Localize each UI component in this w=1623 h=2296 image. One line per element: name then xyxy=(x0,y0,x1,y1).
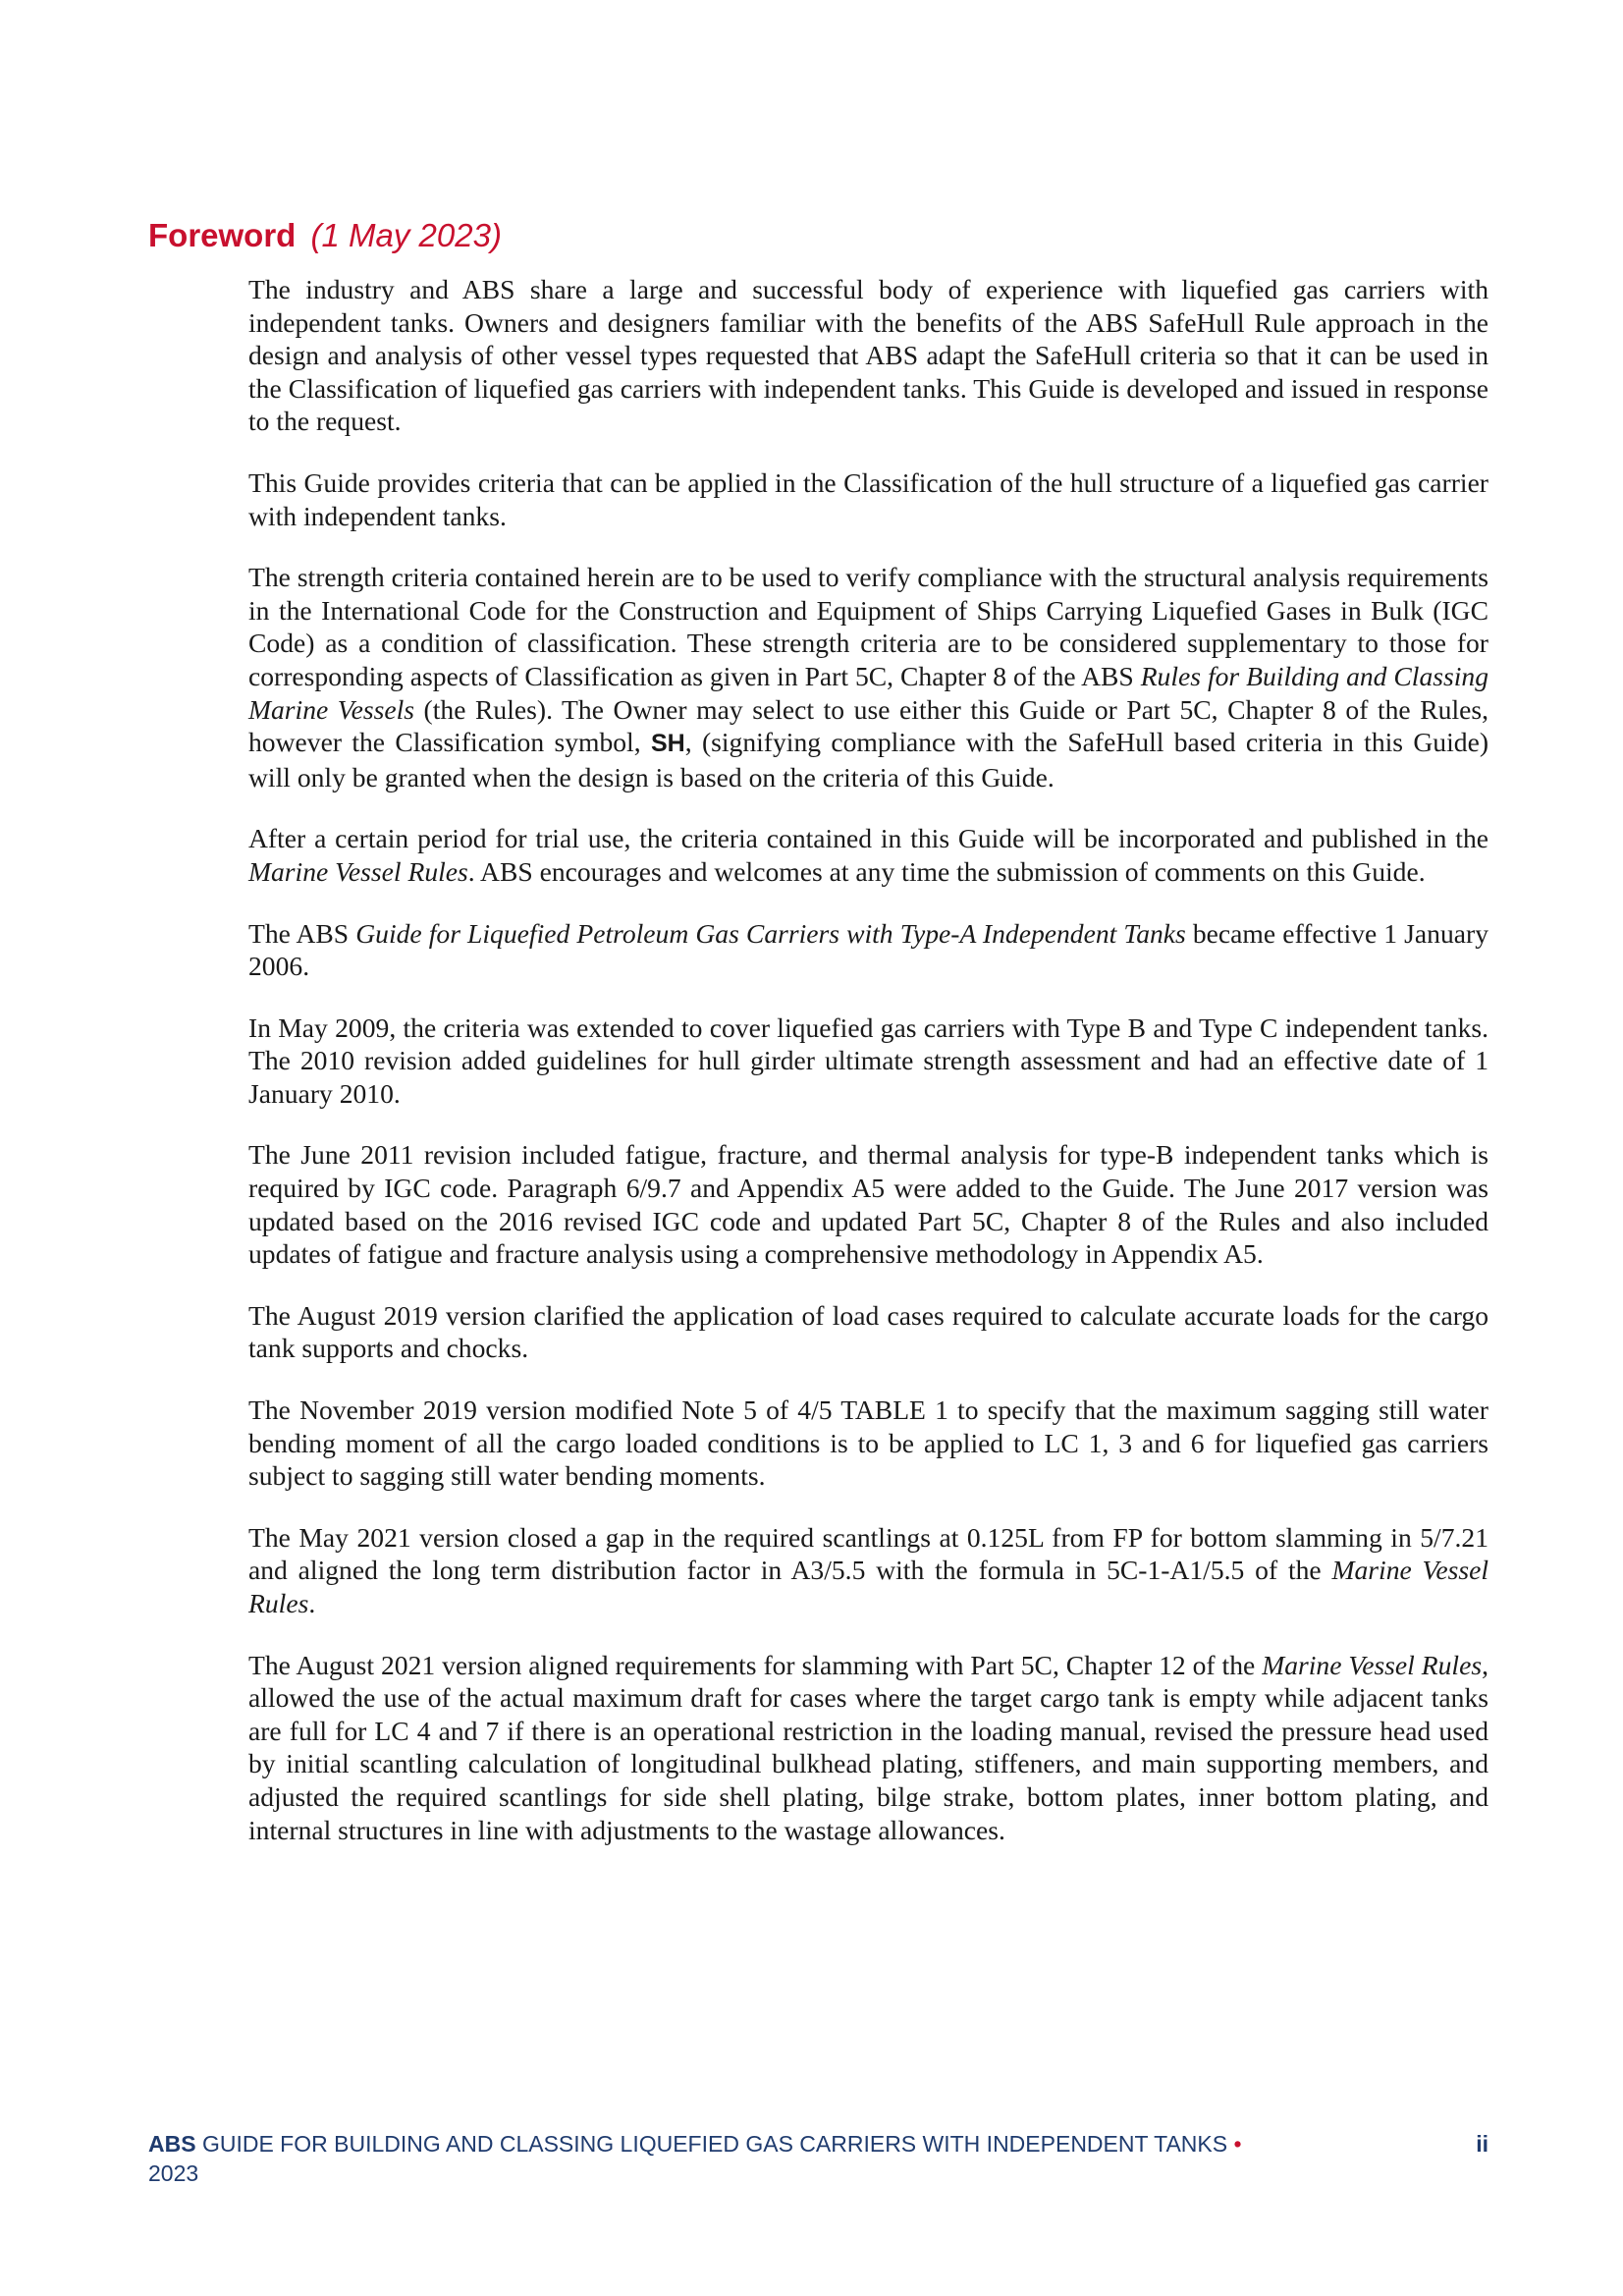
paragraph-3-text-d: , (signifying compliance with the SafeHull based criteria in this Guide) will only be granted when the design is based on the criteria of this Guide. xyxy=(248,727,1489,793)
paragraph-11 xyxy=(248,1649,1488,1847)
footer-bullet: • xyxy=(1233,2131,1242,2157)
paragraph-11-rules-title: Marine Vessel Rules xyxy=(1262,1649,1483,1680)
foreword-body xyxy=(248,273,1488,1875)
paragraph-6: In May 2009, the criteria was extended to cover liquefied gas carriers with Type B and Type C independent tanks. The 2010 revision added guidelines for hull girder ultimate strength assessment and had an effective date of 1 January 2010. xyxy=(248,1011,1488,1109)
classification-symbol: SH xyxy=(650,730,685,758)
paragraph-7: The June 2011 revision included fatigue, fracture, and thermal analysis for type-B independent tanks which is required by IGC code. Paragraph 6/9.7 and Appendix A5 were added to the Guide. The June 2017 version was updated based on the 2016 revised IGC code and updated Part 5C, Chapter 8 of the Rules and also included updates of fatigue and fracture analysis using a comprehensive methodology in Appendix A5. xyxy=(248,1139,1488,1270)
paragraph-5-text-a: The ABS xyxy=(248,917,356,949)
paragraph-10-text-c: . xyxy=(308,1588,316,1618)
heading-title: Foreword xyxy=(148,217,297,253)
paragraph-10-rules-title: Marine Vessel Rules xyxy=(248,1555,1488,1618)
page-number: ii xyxy=(1476,2131,1488,2157)
paragraph-5 xyxy=(248,917,1488,983)
paragraph-3-text-a: The strength criteria contained herein are to be used to verify compliance with the structural analysis requirements in the International Code for the Construction and Equipment of Ships Carrying Liquefied Gases in Bulk (IGC Code) as a condition of classification. These strength criteria are to be considered supplementary to those for corresponding aspects of Classification as given in Part 5C, Chapter 8 of the ABS xyxy=(248,562,1488,691)
paragraph-4 xyxy=(248,822,1488,888)
paragraph-4-text-a: After a certain period for trial use, the criteria contained in this Guide will be incorporated and published in the xyxy=(248,823,1488,854)
paragraph-8: The August 2019 version clarified the application of load cases required to calculate accurate loads for the cargo tank supports and chocks. xyxy=(248,1299,1488,1364)
paragraph-2: This Guide provides criteria that can be applied in the Classification of the hull structure of a liquefied gas carrier with independent tanks. xyxy=(248,466,1488,531)
paragraph-3 xyxy=(248,561,1488,793)
page-footer xyxy=(148,2129,1488,2188)
footer-year: 2023 xyxy=(148,2160,199,2186)
section-heading xyxy=(148,214,502,257)
paragraph-3-rules-title: Rules for Building and Classing Marine Vessels xyxy=(248,660,1488,725)
paragraph-3-text-c: (the Rules). The Owner may select to use either this Guide or Part 5C, Chapter 8 of the Rules, however the Classification symbol, xyxy=(248,693,1488,758)
paragraph-5-guide-title: Guide for Liquefied Petroleum Gas Carriers with Type-A Independent Tanks xyxy=(355,917,1186,949)
footer-org: ABS xyxy=(148,2131,196,2157)
heading-date: (1 May 2023) xyxy=(310,217,502,253)
paragraph-10-text-a: The May 2021 version closed a gap in the required scantlings at 0.125L from FP for bottom slamming in 5/7.21 and aligned the long term distribution factor in A3/5.5 with the formula in 5C-1-A1/5.5 of the xyxy=(248,1521,1488,1586)
paragraph-1: The industry and ABS share a large and successful body of experience with liquefied gas carriers with independent tanks. Owners and designers familiar with the benefits of the ABS SafeHull Rule approach in the design and analysis of other vessel types requested that ABS adapt the SafeHull criteria so that it can be used in the Classification of liquefied gas carriers with independent tanks. This Guide is developed and issued in response to the request. xyxy=(248,274,1488,437)
paragraph-4-rules-title: Marine Vessel Rules xyxy=(248,855,468,887)
paragraph-11-text-a: The August 2021 version aligned requirements for slamming with Part 5C, Chapter 12 of the xyxy=(248,1649,1263,1680)
paragraph-11-text-c: , allowed the use of the actual maximum draft for cases where the target cargo tank is empty while adjacent tanks are full for LC 4 and 7 if there is an operational restriction in the loading manual, revised the pressure head used by initial scantling calculation of longitudinal bulkhead plating, stiffeners, and main supporting members, and adjusted the required scantlings for side shell plating, bilge strake, bottom plates, inner bottom plating, and internal structures in line with adjustments to the wastage allowances. xyxy=(248,1649,1488,1845)
paragraph-5-text-c: became effective 1 January 2006. xyxy=(248,917,1488,982)
footer-title: GUIDE FOR BUILDING AND CLASSING LIQUEFIED GAS CARRIERS WITH INDEPENDENT TANKS xyxy=(201,2131,1228,2157)
paragraph-4-text-c: . ABS encourages and welcomes at any time the submission of comments on this Guide. xyxy=(467,855,1426,887)
paragraph-9: The November 2019 version modified Note 5 of 4/5 TABLE 1 to specify that the maximum sagging still water bending moment of all the cargo loaded conditions is to be applied to LC 1, 3 and 6 for liquefied gas carriers subject to sagging still water bending moments. xyxy=(248,1394,1488,1492)
paragraph-10 xyxy=(248,1521,1488,1620)
